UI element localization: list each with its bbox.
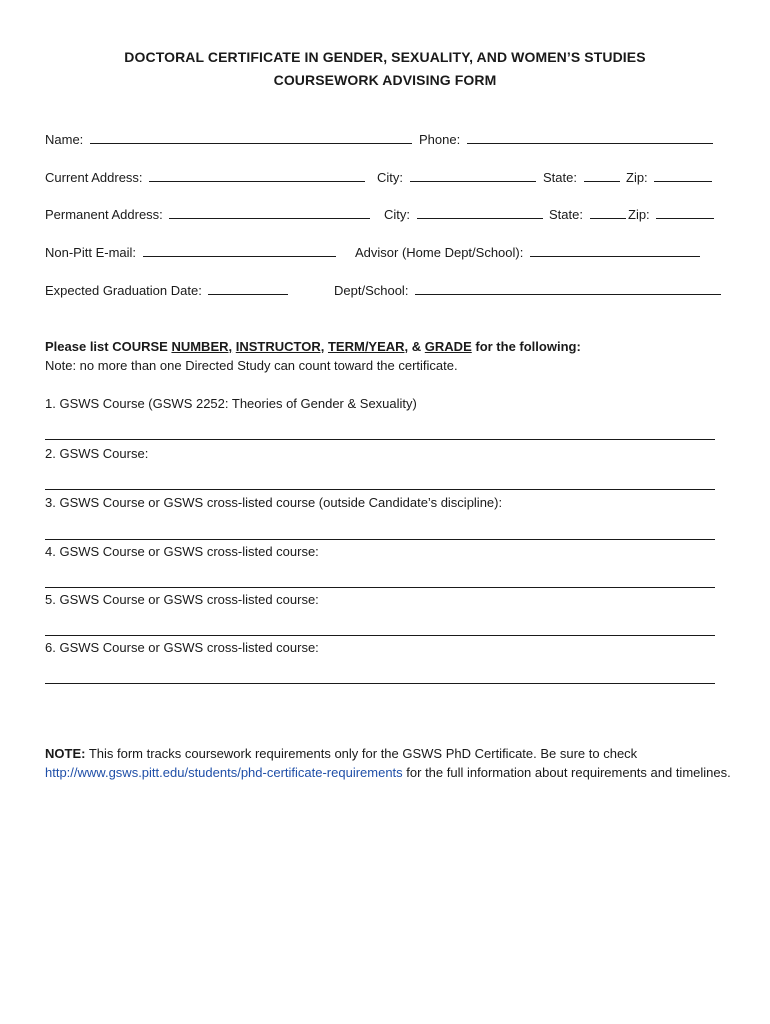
instructions-termyear: TERM/YEAR, <box>327 339 409 354</box>
course-1-label: 1. GSWS Course (GSWS 2252: Theories of Gender & Sexuality) <box>45 396 417 411</box>
nonpitt-email-label: Non-Pitt E-mail: <box>45 245 137 260</box>
advisor-label: Advisor (Home Dept/School): <box>355 245 524 260</box>
course-4-label: 4. GSWS Course or GSWS cross-listed course: <box>45 544 319 559</box>
footer-note-text2: for the full information about requirements and timelines. <box>402 765 731 780</box>
course-3-input-line[interactable] <box>45 539 715 540</box>
name-label: Name: <box>45 132 84 147</box>
phone-input-line[interactable] <box>467 131 713 144</box>
state-label: State: <box>543 170 577 185</box>
instructions-instructor: INSTRUCTOR, <box>235 339 325 354</box>
instructions-number: NUMBER, <box>171 339 233 354</box>
instructions-suffix: for the following: <box>471 339 581 354</box>
current-city-field <box>377 169 536 186</box>
course-2-label: 2. GSWS Course: <box>45 446 149 461</box>
name-field <box>45 131 412 148</box>
advisor-input-line[interactable] <box>530 244 700 257</box>
zip-label: Zip: <box>626 170 648 185</box>
footer-note-label: NOTE: <box>45 746 86 761</box>
course-4-input-line[interactable] <box>45 587 715 588</box>
course-2-input-line[interactable] <box>45 489 715 490</box>
instructions-heading <box>45 339 581 355</box>
instructions-note: Note: no more than one Directed Study can count toward the certificate. <box>45 358 458 373</box>
course-3-label: 3. GSWS Course or GSWS cross-listed course (outside Candidate’s discipline): <box>45 495 503 510</box>
course-6-label: 6. GSWS Course or GSWS cross-listed course: <box>45 640 319 655</box>
permanent-city-input-line[interactable] <box>417 206 543 219</box>
course-5-input-line[interactable] <box>45 635 715 636</box>
course-5-label: 5. GSWS Course or GSWS cross-listed course: <box>45 592 319 607</box>
permanent-address-input-line[interactable] <box>169 206 370 219</box>
permanent-zip-input-line[interactable] <box>656 206 714 219</box>
grad-date-label: Expected Graduation Date: <box>45 283 202 298</box>
course-1-input-line[interactable] <box>45 439 715 440</box>
advisor-field <box>355 244 700 261</box>
permanent-zip-field <box>628 206 714 223</box>
current-address-input-line[interactable] <box>149 169 365 182</box>
city-label: City: <box>377 170 403 185</box>
current-state-field <box>543 169 620 186</box>
nonpitt-email-field <box>45 244 336 261</box>
phone-field <box>419 131 713 148</box>
permanent-address-field <box>45 206 370 223</box>
state-label: State: <box>549 207 583 222</box>
dept-school-label: Dept/School: <box>334 283 409 298</box>
city-label: City: <box>384 207 410 222</box>
instructions-prefix: Please list COURSE <box>45 339 172 354</box>
requirements-link[interactable]: http://www.gsws.pitt.edu/students/phd-certificate-requirements <box>45 765 403 780</box>
grad-date-input-line[interactable] <box>208 282 288 295</box>
permanent-state-input-line[interactable] <box>590 206 626 219</box>
current-state-input-line[interactable] <box>584 169 620 182</box>
form-title-line2: COURSEWORK ADVISING FORM <box>273 72 497 88</box>
footer-note <box>45 744 735 782</box>
form-title-line1: DOCTORAL CERTIFICATE IN GENDER, SEXUALITY, AND WOMEN’S STUDIES <box>124 49 646 65</box>
nonpitt-email-input-line[interactable] <box>143 244 336 257</box>
instructions-grade: GRADE <box>424 339 472 354</box>
zip-label: Zip: <box>628 207 650 222</box>
name-input-line[interactable] <box>90 131 412 144</box>
permanent-city-field <box>384 206 543 223</box>
grad-date-field <box>45 282 288 299</box>
phone-label: Phone: <box>419 132 461 147</box>
current-city-input-line[interactable] <box>410 169 536 182</box>
dept-school-field <box>334 282 721 299</box>
current-address-label: Current Address: <box>45 170 143 185</box>
permanent-state-field <box>549 206 626 223</box>
course-6-input-line[interactable] <box>45 683 715 684</box>
instructions-amp: & <box>411 339 422 354</box>
permanent-address-label: Permanent Address: <box>45 207 163 222</box>
current-zip-field <box>626 169 712 186</box>
current-zip-input-line[interactable] <box>654 169 712 182</box>
current-address-field <box>45 169 365 186</box>
dept-school-input-line[interactable] <box>415 282 721 295</box>
footer-note-text1: This form tracks coursework requirements only for the GSWS PhD Certificate. Be sure to check <box>85 746 638 761</box>
